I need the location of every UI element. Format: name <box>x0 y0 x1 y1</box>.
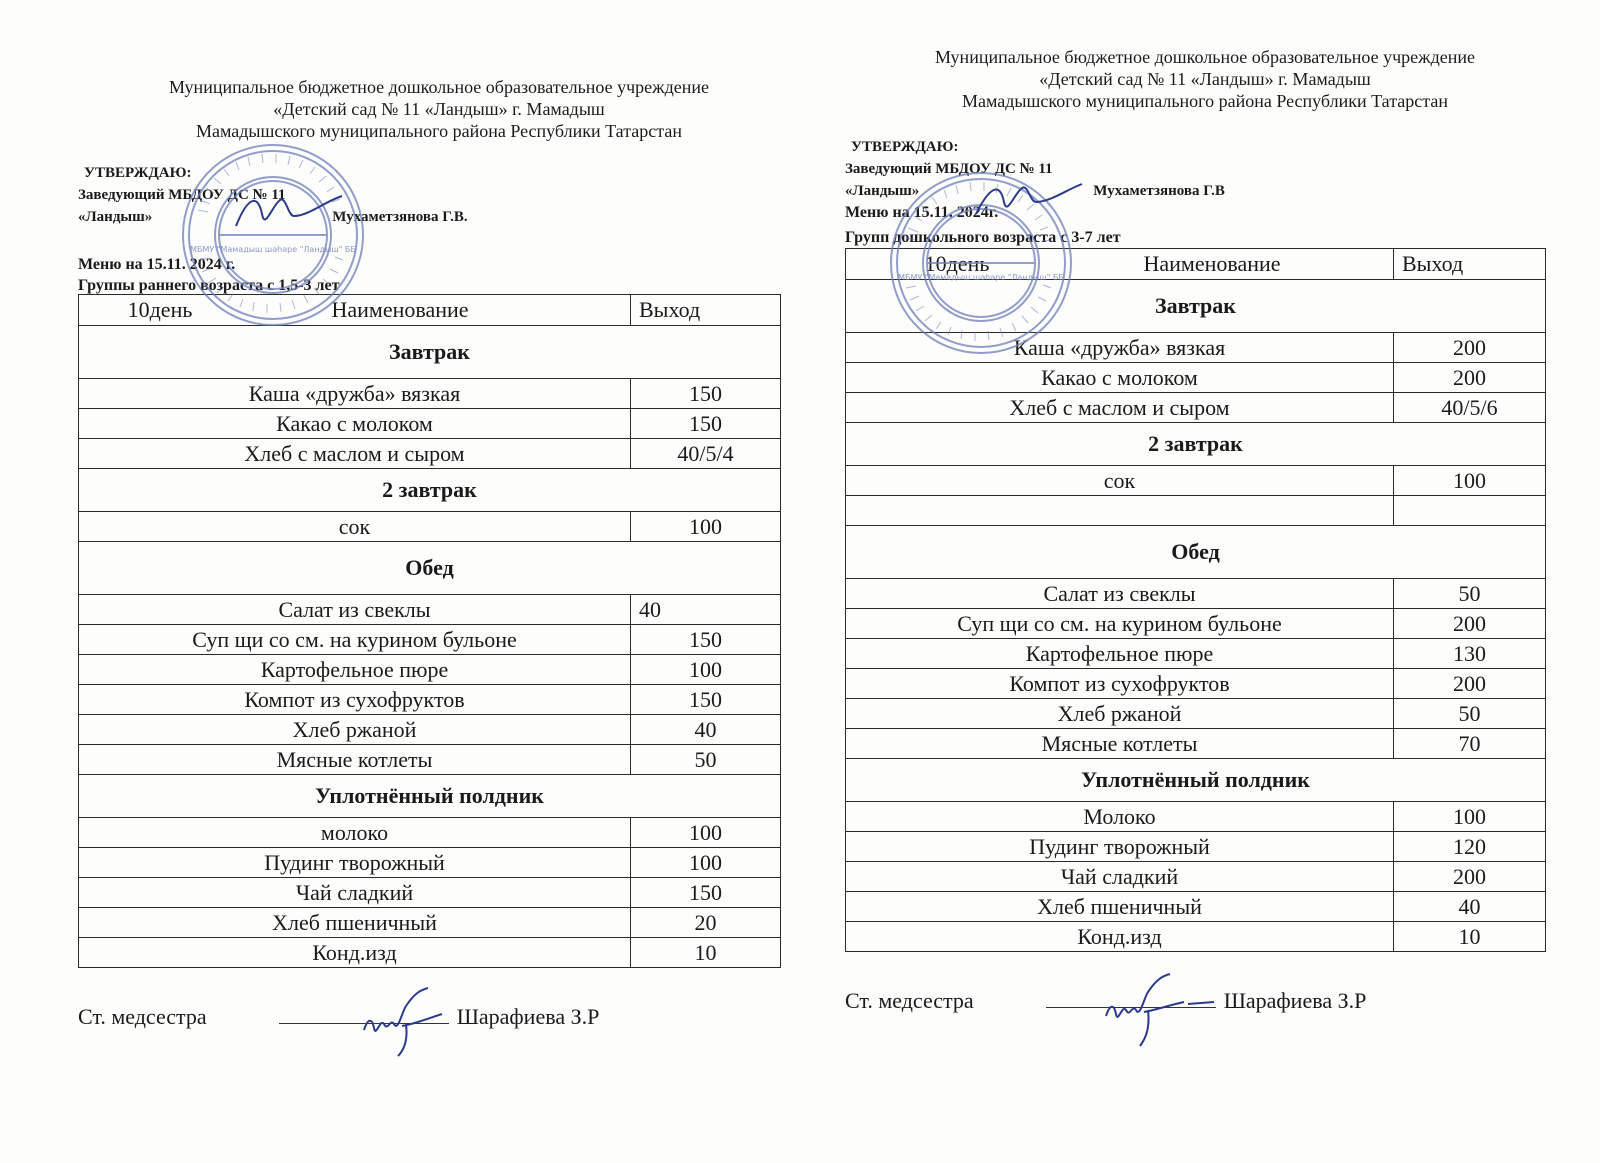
dish-output: 200 <box>1394 609 1546 639</box>
dish-name: Каша «дружба» вязкая <box>846 333 1394 363</box>
dish-name: Мясные котлеты <box>79 745 631 775</box>
menu-item-row <box>846 579 1546 609</box>
dish-output: 10 <box>631 938 781 968</box>
menu-item-row <box>846 393 1546 423</box>
dish-output: 20 <box>631 908 781 938</box>
dish-name: сок <box>846 466 1394 496</box>
menu-item-row <box>846 609 1546 639</box>
dish-output: 200 <box>1394 862 1546 892</box>
dish-name: сок <box>79 512 631 542</box>
menu-item-row <box>79 685 781 715</box>
dish-name: Чай сладкий <box>79 878 631 908</box>
dish-output: 200 <box>1394 669 1546 699</box>
dish-name: Хлеб пшеничный <box>846 892 1394 922</box>
section-row <box>846 759 1546 802</box>
head-title: Заведующий МБДОУ ДС № 11 <box>78 187 286 203</box>
dish-name: Пудинг творожный <box>79 848 631 878</box>
dish-output: 40/5/6 <box>1394 393 1546 423</box>
section-title: 2 завтрак <box>79 469 781 512</box>
section-title: Уплотнённый полдник <box>79 775 781 818</box>
nurse-signature-icon <box>358 984 448 1060</box>
menu-table <box>78 294 781 968</box>
dish-output: 10 <box>1394 922 1546 952</box>
dish-output: 150 <box>631 685 781 715</box>
dish-name: молоко <box>79 818 631 848</box>
header-name: Наименование <box>1143 251 1281 276</box>
org-line: «Детский сад № 11 «Ландыш» г. Мамадыш <box>273 99 605 119</box>
menu-date: Меню на 15.11. 2024 г. <box>78 256 236 273</box>
age-group: Групп дошкольного возраста с 3-7 лет <box>845 229 1121 246</box>
menu-item-row <box>846 729 1546 759</box>
dish-output: 150 <box>631 625 781 655</box>
menu-item-row <box>846 363 1546 393</box>
head-name: Мухаметзянова Г.В <box>1093 183 1225 199</box>
menu-item-row <box>79 745 781 775</box>
menu-item-row <box>846 922 1546 952</box>
header-output: Выход <box>1394 249 1546 280</box>
menu-item-row <box>79 512 781 542</box>
head-org: «Ландыш» <box>845 183 920 199</box>
dish-output: 100 <box>631 818 781 848</box>
header-day: 10день <box>127 297 193 322</box>
menu-item-row <box>846 639 1546 669</box>
menu-item-row <box>846 892 1546 922</box>
head-title: Заведующий МБДОУ ДС № 11 <box>845 161 1053 177</box>
dish-output <box>1394 496 1546 526</box>
dish-output: 150 <box>631 379 781 409</box>
org-line: Мамадышского муниципального района Республики Татарстан <box>196 121 682 141</box>
dish-output: 100 <box>1394 802 1546 832</box>
dish-name: Какао с молоком <box>79 409 631 439</box>
section-row <box>79 542 781 595</box>
section-title: Завтрак <box>79 326 781 379</box>
dish-name: Картофельное пюре <box>846 639 1394 669</box>
dish-output: 200 <box>1394 363 1546 393</box>
dish-name: Картофельное пюре <box>79 655 631 685</box>
section-row <box>79 775 781 818</box>
dish-output: 50 <box>1394 699 1546 729</box>
dish-name: Хлеб пшеничный <box>79 908 631 938</box>
dish-name: Хлеб ржаной <box>846 699 1394 729</box>
nurse-name: Шарафиева З.Р <box>1223 988 1367 1013</box>
menu-item-row <box>79 655 781 685</box>
dish-name: Хлеб с маслом и сыром <box>79 439 631 469</box>
section-title: 2 завтрак <box>846 423 1546 466</box>
menu-item-row <box>79 938 781 968</box>
menu-item-row <box>79 595 781 625</box>
nurse-label: Ст. медсестра <box>78 1004 207 1029</box>
nurse-signature-icon <box>1100 972 1220 1052</box>
section-row <box>79 326 781 379</box>
age-group: Группы раннего возраста с 1,5-3 лет <box>78 277 340 294</box>
menu-item-row <box>846 832 1546 862</box>
menu-item-row <box>846 802 1546 832</box>
menu-item-row <box>79 379 781 409</box>
dish-name: Мясные котлеты <box>846 729 1394 759</box>
section-row <box>846 526 1546 579</box>
dish-name: Компот из сухофруктов <box>79 685 631 715</box>
dish-output: 100 <box>631 848 781 878</box>
menu-item-row <box>846 496 1546 526</box>
dish-output: 150 <box>631 409 781 439</box>
section-row <box>79 469 781 512</box>
approve-label: УТВЕРЖДАЮ: <box>851 139 959 155</box>
menu-item-row <box>79 878 781 908</box>
dish-output: 150 <box>631 878 781 908</box>
menu-item-row <box>79 908 781 938</box>
section-title: Уплотнённый полдник <box>846 759 1546 802</box>
dish-name <box>846 496 1394 526</box>
menu-item-row <box>79 439 781 469</box>
dish-output: 40 <box>631 715 781 745</box>
head-name: Мухаметзянова Г.В. <box>332 209 468 225</box>
dish-output: 50 <box>1394 579 1546 609</box>
nurse-signature-line <box>78 1004 599 1030</box>
nurse-name: Шарафиева З.Р <box>456 1004 600 1029</box>
dish-name: Хлеб ржаной <box>79 715 631 745</box>
menu-item-row <box>79 715 781 745</box>
org-line: «Детский сад № 11 «Ландыш» г. Мамадыш <box>1039 69 1371 89</box>
header-output: Выход <box>631 295 781 326</box>
menu-item-row <box>846 699 1546 729</box>
stamp-text: МБМУ "Мамадыш шәһәре "Ландыш" ББ <box>190 245 356 254</box>
dish-output: 40 <box>1394 892 1546 922</box>
dish-output: 100 <box>631 655 781 685</box>
menu-date: Меню на 15.11. 2024г. <box>845 204 999 221</box>
menu-item-row <box>79 625 781 655</box>
org-line: Мамадышского муниципального района Республики Татарстан <box>962 91 1448 111</box>
menu-item-row <box>846 862 1546 892</box>
section-title: Завтрак <box>846 280 1546 333</box>
dish-output: 100 <box>1394 466 1546 496</box>
head-signature-icon <box>228 186 348 240</box>
dish-output: 200 <box>1394 333 1546 363</box>
head-signature-icon <box>968 172 1088 226</box>
header-day: 10день <box>924 251 990 276</box>
dish-name: Салат из свеклы <box>79 595 631 625</box>
menu-item-row <box>846 669 1546 699</box>
section-title: Обед <box>79 542 781 595</box>
dish-output: 100 <box>631 512 781 542</box>
dish-name: Конд.изд <box>846 922 1394 952</box>
dish-name: Хлеб с маслом и сыром <box>846 393 1394 423</box>
org-line: Муниципальное бюджетное дошкольное образовательное учреждение <box>169 77 709 97</box>
dish-name: Молоко <box>846 802 1394 832</box>
menu-item-row <box>79 818 781 848</box>
approve-label: УТВЕРЖДАЮ: <box>84 165 192 181</box>
dish-name: Чай сладкий <box>846 862 1394 892</box>
dish-name: Какао с молоком <box>846 363 1394 393</box>
dish-name: Суп щи со см. на курином бульоне <box>846 609 1394 639</box>
dish-output: 40 <box>631 595 781 625</box>
organization-header <box>845 46 1565 112</box>
dish-output: 120 <box>1394 832 1546 862</box>
menu-item-row <box>79 409 781 439</box>
head-org: «Ландыш» <box>78 209 153 225</box>
dish-output: 40/5/4 <box>631 439 781 469</box>
section-title: Обед <box>846 526 1546 579</box>
stamp-text: МБМУ "Мамадыш шәһәре "Ландыш" ББ <box>898 273 1064 282</box>
dish-output: 70 <box>1394 729 1546 759</box>
header-name: Наименование <box>331 297 469 322</box>
dish-name: Суп щи со см. на курином бульоне <box>79 625 631 655</box>
dish-name: Каша «дружба» вязкая <box>79 379 631 409</box>
section-row <box>846 423 1546 466</box>
dish-name: Пудинг творожный <box>846 832 1394 862</box>
menu-item-row <box>79 848 781 878</box>
dish-name: Конд.изд <box>79 938 631 968</box>
dish-name: Салат из свеклы <box>846 579 1394 609</box>
org-line: Муниципальное бюджетное дошкольное образовательное учреждение <box>935 47 1475 67</box>
menu-item-row <box>846 466 1546 496</box>
organization-header <box>78 76 800 142</box>
dish-name: Компот из сухофруктов <box>846 669 1394 699</box>
dish-output: 130 <box>1394 639 1546 669</box>
nurse-label: Ст. медсестра <box>845 988 974 1013</box>
dish-output: 50 <box>631 745 781 775</box>
